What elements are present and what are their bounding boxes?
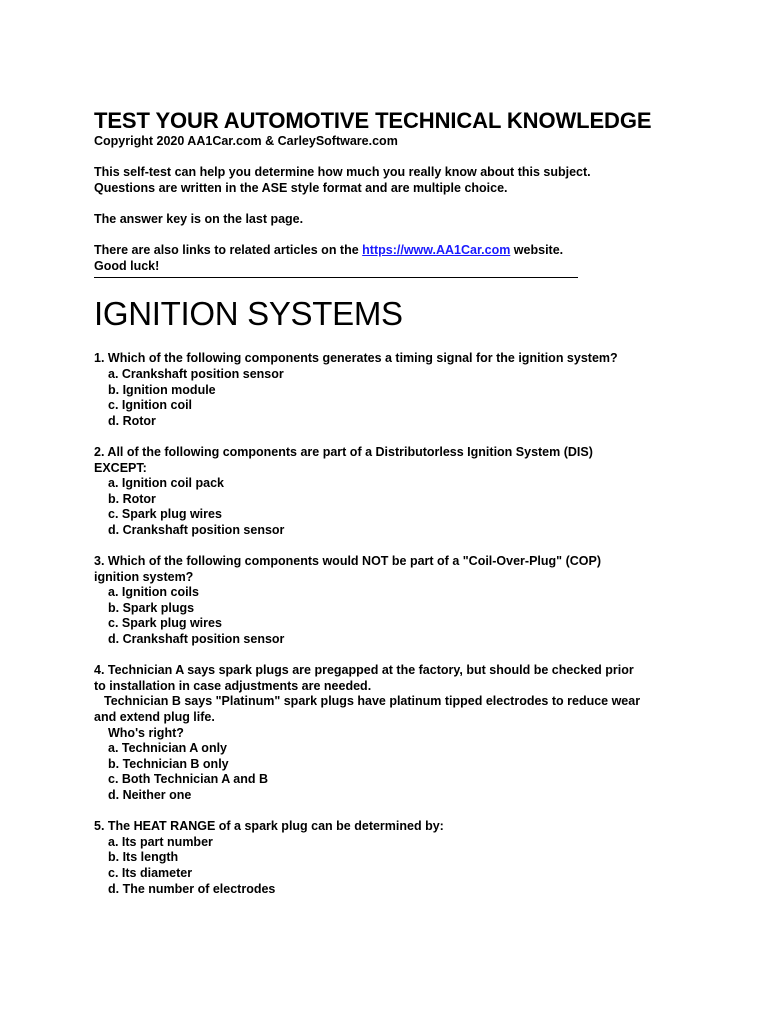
intro-line-2: Questions are written in the ASE style format and are multiple choice.: [94, 180, 508, 195]
question-1-option-a: a. Crankshaft position sensor: [108, 366, 284, 381]
question-1-option-c: c. Ignition coil: [108, 398, 193, 413]
intro-line-1: This self-test can help you determine how much you really know about this subject.: [94, 165, 591, 180]
document-content: [94, 108, 694, 913]
question-3-option-c: c. Spark plug wires: [108, 616, 222, 631]
question-1-option-d: d. Rotor: [108, 413, 156, 428]
question-2-option-a: a. Ignition coil pack: [108, 476, 224, 491]
section-title: IGNITION SYSTEMS: [94, 295, 403, 333]
question-4-text-line-5: Who's right?: [108, 725, 184, 740]
question-2-text-line-1: 2. All of the following components are part of a Distributorless Ignition System (DIS): [94, 444, 593, 459]
question-2: [94, 445, 694, 539]
links-text-before: There are also links to related articles on the: [94, 243, 363, 258]
question-4-option-a: a. Technician A only: [108, 741, 228, 756]
question-5: [94, 819, 694, 897]
question-3: [94, 554, 694, 648]
question-1: [94, 351, 694, 429]
aa1car-link[interactable]: https://www.AA1Car.com: [362, 243, 511, 258]
question-5-option-d: d. The number of electrodes: [108, 881, 276, 896]
question-3-option-a: a. Ignition coils: [108, 585, 199, 600]
copyright-line: Copyright 2020 AA1Car.com & CarleySoftware.com: [94, 134, 398, 148]
question-4: [94, 663, 694, 803]
question-4-text-line-3: Technician B says "Platinum" spark plugs have platinum tipped electrodes to reduce wear: [104, 694, 641, 709]
question-5-option-c: c. Its diameter: [108, 865, 193, 880]
question-5-option-b: b. Its length: [108, 850, 179, 865]
question-3-text-line-1: 3. Which of the following components would NOT be part of a "Coil-Over-Plug" (COP): [94, 554, 601, 569]
question-4-option-d: d. Neither one: [108, 787, 192, 802]
question-2-option-d: d. Crankshaft position sensor: [108, 522, 285, 537]
good-luck-line: Good luck!: [94, 258, 160, 273]
question-2-option-c: c. Spark plug wires: [108, 507, 222, 522]
question-3-option-b: b. Spark plugs: [108, 600, 195, 615]
question-2-text-line-2: EXCEPT:: [94, 460, 147, 475]
links-text-after: website.: [510, 243, 564, 258]
question-5-option-a: a. Its part number: [108, 834, 213, 849]
horizontal-rule: [94, 277, 578, 278]
spacer: [94, 150, 694, 166]
links-line: [94, 243, 694, 259]
question-4-option-c: c. Both Technician A and B: [108, 772, 268, 787]
question-4-option-b: b. Technician B only: [108, 756, 229, 771]
page-title: TEST YOUR AUTOMOTIVE TECHNICAL KNOWLEDGE: [94, 108, 652, 133]
question-2-option-b: b. Rotor: [108, 491, 156, 506]
question-5-text: 5. The HEAT RANGE of a spark plug can be determined by:: [94, 819, 444, 834]
question-3-option-d: d. Crankshaft position sensor: [108, 632, 285, 647]
question-3-text-line-2: ignition system?: [94, 569, 194, 584]
answer-key-note: The answer key is on the last page.: [94, 211, 304, 226]
question-1-text: 1. Which of the following components generates a timing signal for the ignition system?: [94, 351, 618, 366]
spacer: [94, 196, 694, 212]
spacer: [94, 228, 694, 244]
question-4-text-line-1: 4. Technician A says spark plugs are pregapped at the factory, but should be checked prior: [94, 663, 634, 678]
question-4-text-line-4: and extend plug life.: [94, 710, 215, 724]
question-4-text-line-2: to installation in case adjustments are needed.: [94, 678, 372, 693]
question-1-option-b: b. Ignition module: [108, 382, 216, 397]
